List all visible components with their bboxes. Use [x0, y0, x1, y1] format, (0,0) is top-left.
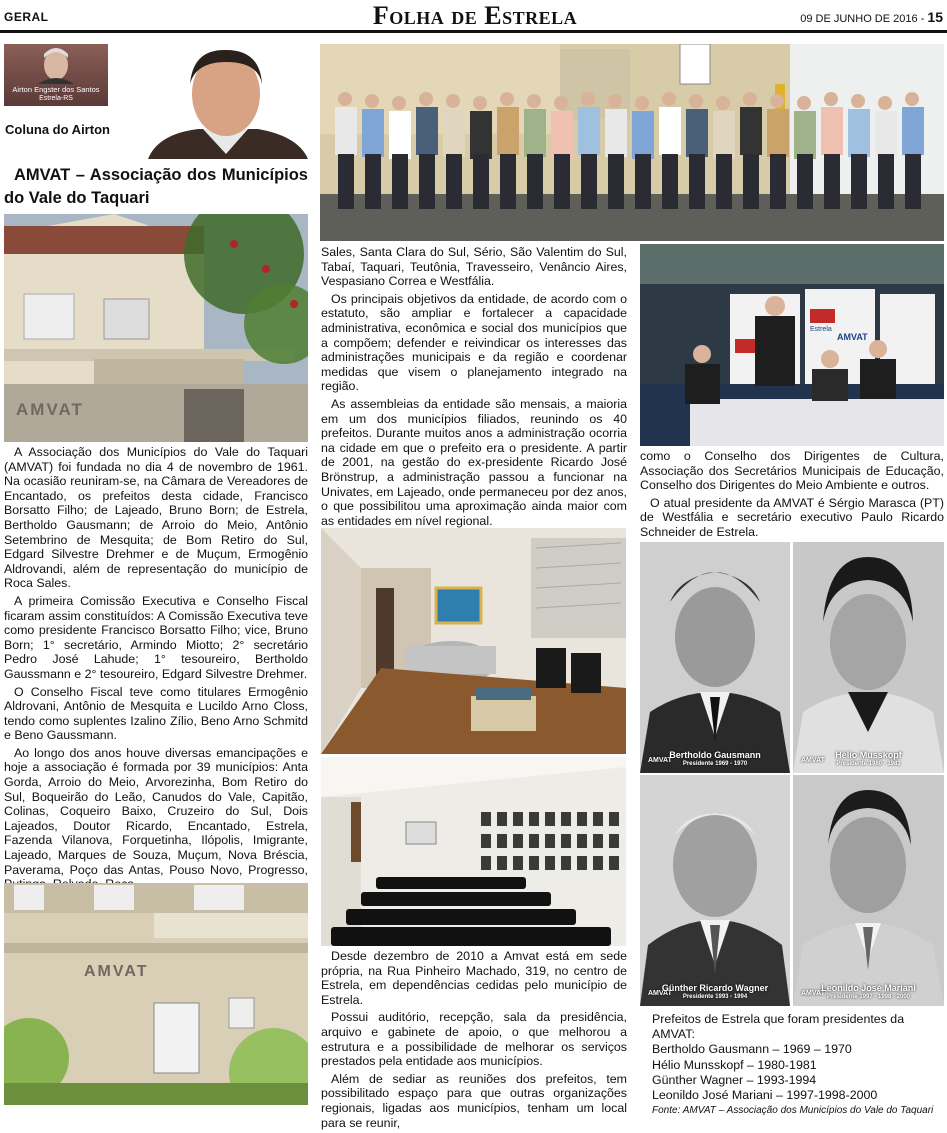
wall-portrait-frame: [545, 812, 555, 826]
article-column-3: [640, 449, 944, 543]
wall-portrait-frame: [513, 834, 523, 848]
page-header: [0, 0, 947, 36]
wall-portrait-frame: [497, 856, 507, 870]
page-info: [800, 9, 943, 25]
wall-portrait-frame: [545, 834, 555, 848]
article-column-2b: [321, 949, 627, 1133]
col1-paragraph: Ao longo dos anos houve diversas emancipações e hoje a associação é formada por 39 municípios: Anta Gorda, Arroio do Meio, Arvorezinha, Bom Retiro do Sul, Boqueirão do Leão, Canudos do Vale, Capitão, Colinas, Coqueiro Baixo, Cruzeiro do Sul, Dois Lajeados, Doutor Ricardo, Encantado, Estrela, Fazenda Vilanova, Forquetinha, Ilópolis, Imigrante, Lajeado, Marques de Souza, Muçum, Nova Bréscia, Paverama, Poço das Antas, Pouso Novo, Progresso,: [4, 745, 308, 877]
wall-portrait-frame: [481, 856, 491, 870]
col2-paragraph: Além de sediar as reuniões dos prefeitos, tem possibilitado espaço para que outras organizações regionais, ligadas aos municípios, tenham um local para se reunir,: [321, 1071, 627, 1130]
banner-estrela: Estrela: [810, 326, 832, 333]
group-person: [551, 96, 573, 209]
group-person: [875, 96, 897, 209]
portrait-card: [793, 775, 944, 1006]
caption-line: Bertholdo Gausmann – 1969 – 1970: [652, 1042, 852, 1057]
wall-portrait-frame: [577, 812, 587, 826]
wall-portrait-frame: [481, 812, 491, 826]
group-person: [389, 96, 411, 209]
group-person: [848, 94, 870, 209]
caption-title: Prefeitos de Estrela que foram presidentes da AMVAT:: [652, 1012, 905, 1042]
group-person: [524, 94, 546, 209]
masthead: Folha de Estrela: [372, 1, 578, 30]
wall-portrait-frame: [609, 834, 619, 848]
col2-paragraph: Os principais objetivos da entidade, de acordo com o estatuto, são ampliar e fortalecer a capacidade administrativa, econômica e social dos municípios que a compõem; defender e reivindicar os interesses das administrações municipais e da região e coordenar medidas que visem o planejamento integrado na região.: [321, 291, 627, 394]
wall-portrait-frame: [529, 834, 539, 848]
photo-amvat-building-1: [4, 214, 308, 442]
portrait-logo: AMVAT: [648, 757, 672, 764]
wall-portrait-frame: [609, 856, 619, 870]
portrait-term: Presidente 1969 - 1970: [682, 761, 748, 767]
group-person: [362, 94, 384, 209]
columnist-avatar: [4, 44, 108, 84]
col1-paragraph: A primeira Comissão Executiva e Conselho Fiscal ficaram assim constituídos: A Comissão Executiva teve como presidente Francisco Borsatto Filho; vice, Bruno Born; 1° secretário, Armindo Miotto; 2° secretário Pedro José Lahude; 1° tesoureiro, Bertholdo Gaussmann e 2° tesoureiro, Edgard Silvestre Drehmer.: [4, 593, 308, 681]
wall-portrait-frame: [561, 812, 571, 826]
wall-portrait-frame: [513, 856, 523, 870]
portrait-term: Presidente 1980 - 1981: [836, 761, 901, 767]
col3-paragraph: como o Conselho dos Dirigentes de Cultura, Associação dos Secretários Municipais de Educação, Conselho dos Dirigentes do Meio Ambiente e outros.: [640, 449, 944, 493]
group-person: [740, 92, 762, 209]
portrait-logo: AMVAT: [801, 990, 825, 997]
wall-portrait-frame: [577, 856, 587, 870]
portrait-name: Günther Ricardo Wagner: [661, 983, 769, 993]
group-person: [767, 94, 789, 209]
portrait-name: Leonildo José Mariani: [821, 983, 916, 993]
group-person: [632, 96, 654, 209]
wall-portrait-frame: [593, 856, 603, 870]
col2-paragraph: Possui auditório, recepção, sala da presidência, arquivo e gabinete de apoio, o que melhorou a estrutura e a possibilidade de melhorar os serviços prestados pela entidade aos municípios.: [321, 1010, 627, 1069]
portrait-term: Presidente 1993 - 1994: [682, 994, 748, 1000]
wall-portrait-frame: [513, 812, 523, 826]
portrait-grid: [640, 542, 944, 1006]
photo-meeting-table: [640, 244, 944, 446]
portrait-card: [640, 542, 790, 773]
section-label: GERAL: [4, 10, 49, 24]
wall-portrait-frame: [561, 834, 571, 848]
col1-paragraph: A Associação dos Municípios do Vale do Taquari (AMVAT) foi fundada no dia 4 de novembro de 1961. Na ocasião reuniram-se, na Câmara de Vereadores de Encantado, os prefeitos desta cidade, Francisco Borsatto Filho; de Lajeado, Bruno Born; de Estrela, Bertholdo Gausmann; de Arroio do Meio, Antônio Setembrino de Mesquita; de Bom Retiro do Sul, Edgard Silvestre Drehmer e de Muçum, Ermogênio Aldrovandi, além de representação do município de Roca Sales.: [4, 445, 308, 591]
photo-group-mayors: [320, 44, 944, 241]
date-separator: -: [920, 13, 925, 25]
banner-amvat: AMVAT: [837, 332, 868, 342]
group-person: [497, 92, 519, 209]
wall-portrait-frame: [481, 834, 491, 848]
article-headline: AMVAT – Associação dos Municípios do Vale do Taquari: [4, 166, 308, 207]
wall-portrait-frame: [593, 812, 603, 826]
group-person: [821, 92, 843, 209]
group-person: [902, 92, 924, 209]
wall-portrait-frame: [609, 812, 619, 826]
group-person: [470, 96, 492, 209]
col2-paragraph: Sales, Santa Clara do Sul, Sério, São Valentim do Sul, Tabaí, Taquari, Teutônia, Travesseiro, Venâncio Aires, Vespasiano Correa e Westfália.: [321, 245, 627, 289]
page-number: 15: [927, 9, 943, 25]
presidents-caption: [652, 1012, 944, 1118]
portrait-card: [640, 775, 790, 1006]
article-column-1: [4, 445, 308, 895]
column-title: Coluna do Airton: [5, 122, 110, 137]
group-person: [605, 94, 627, 209]
portrait-term: Presidente 1997 - 1998 - 2000: [826, 994, 911, 1000]
col2-paragraph: Desde dezembro de 2010 a Amvat está em sede própria, na Rua Pinheiro Machado, 319, no centro de Estrela, em dependências cedidas pelo município de Estrela.: [321, 949, 627, 1007]
wall-portrait-frame: [577, 834, 587, 848]
group-person: [335, 92, 357, 209]
portrait-name: Hélio Musskopf: [835, 750, 902, 760]
photo-reception-office: [321, 528, 626, 754]
caption-line: Leonildo José Mariani – 1997-1998-2000: [652, 1088, 878, 1103]
group-person: [794, 96, 816, 209]
header-rule: [0, 30, 947, 33]
group-person: [686, 94, 708, 209]
col2-paragraph: As assembleias da entidade são mensais, a maioria em um dos municípios filiados, reunindo os 40 prefeitos. Durante muitos anos a administração ocorria na cidade em que o prefeito era o presidente. A partir de 2001, na gestão do ex-presidente Ricardo José Brönstrup, a administração passou a funcionar na Univates, em Lajeado, onde permaneceu por dez anos, o que possibilitou uma aproximação ainda maior com as entidades em nível regional.: [321, 396, 627, 528]
building-sign-1: AMVAT: [16, 400, 84, 419]
col1-paragraph: O Conselho Fiscal teve como titulares Ermogênio Aldrovani, Antônio de Mesquita e Lucildo Arno Closs, tendo como suplentes Izalino Zílio, Beno Arno Schmitd e Beno Gaussmann.: [4, 684, 308, 743]
columnist-name: Airton Engster dos Santos: [12, 85, 100, 94]
columnist-place: Estrela-RS: [39, 95, 73, 102]
wall-portrait-frame: [593, 834, 603, 848]
wall-portrait-frame: [497, 834, 507, 848]
wall-portrait-frame: [497, 812, 507, 826]
portrait-logo: AMVAT: [801, 757, 825, 764]
portrait-logo: AMVAT: [648, 990, 672, 997]
photo-amvat-building-2: [4, 883, 308, 1105]
group-person: [578, 92, 600, 209]
building-sign-2: AMVAT: [84, 963, 149, 980]
article-column-2a: [321, 245, 627, 531]
portrait-card: [793, 542, 944, 773]
photo-auditorium: [321, 757, 626, 946]
col3-paragraph: O atual presidente da AMVAT é Sérgio Marasca (PT) de Westfália e secretário executivo Paulo Ricardo Schneider de Estrela.: [640, 495, 944, 539]
group-person: [443, 94, 465, 209]
caption-line: Hélio Munsskopf – 1980-1981: [652, 1057, 817, 1072]
wall-portrait-frame: [529, 812, 539, 826]
columnist-badge: [4, 44, 108, 106]
wall-portrait-frame: [561, 856, 571, 870]
group-person: [659, 92, 681, 209]
wall-portrait-frame: [545, 856, 555, 870]
portrait-name: Bertholdo Gausmann: [669, 750, 761, 760]
group-person: [713, 96, 735, 209]
issue-date: 09 DE JUNHO DE 2016: [800, 13, 918, 25]
caption-line: Günther Wagner – 1993-1994: [652, 1072, 817, 1087]
group-person: [416, 92, 438, 209]
columnist-photo: [118, 44, 308, 159]
wall-portrait-frame: [529, 856, 539, 870]
caption-source: Fonte: AMVAT – Associação dos Municípios do Vale do Taquari: [652, 1105, 934, 1117]
